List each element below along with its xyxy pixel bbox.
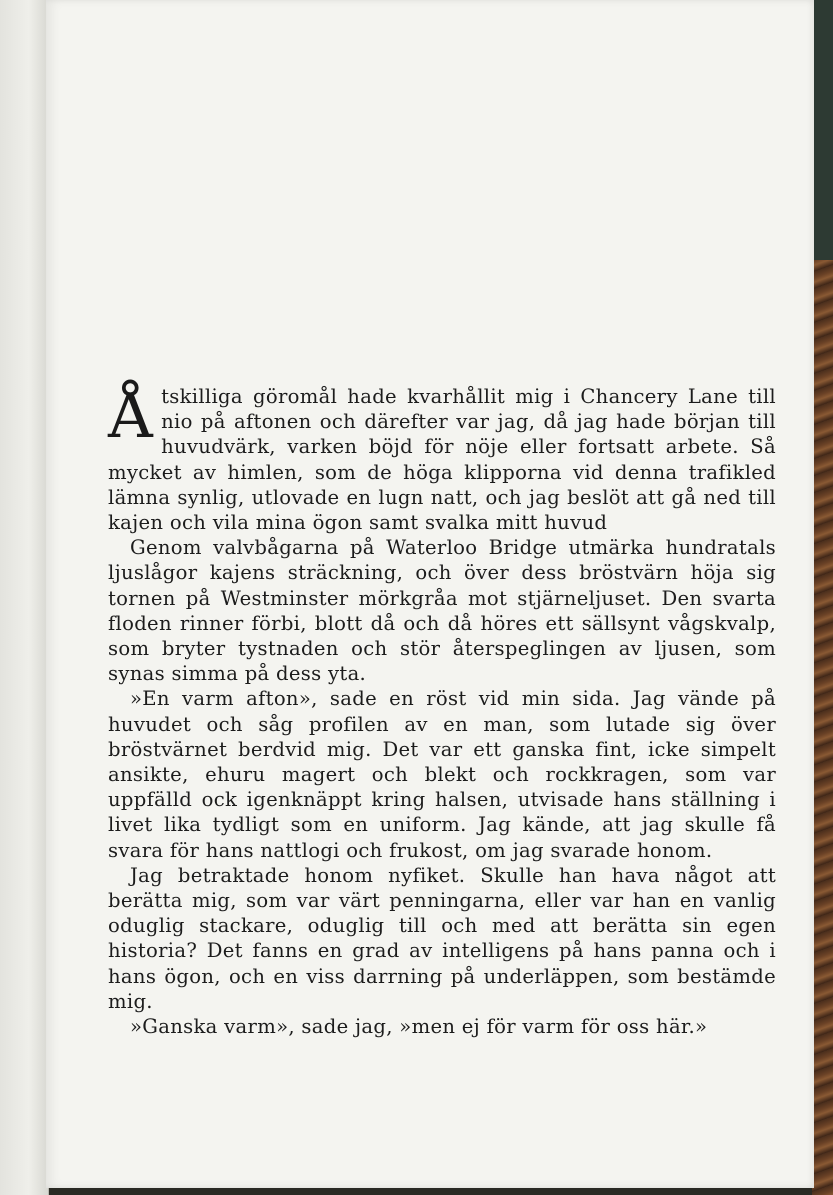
paragraph-1-text: tskilliga göromål hade kvarhållit mig i Chancery Lane till nio på aftonen och därefter var jag, då jag hade början till huvudvärk, varken böjd för nöje eller fortsatt arbete. Så mycket av himlen, som de höga klipporna vid denna trafikled lämna synlig, utlovade en lugn natt, och jag beslöt att gå ned till kajen och vila mina ögon samt svalka mitt huvud — [108, 385, 776, 535]
paragraph-4: Jag betraktade honom nyfiket. Skulle han hava något att berätta mig, som var värt penningarna, eller var han en vanlig oduglig stackare, oduglig till och med att berätta sin egen historia? Det fanns en grad av intelligens på hans panna och i hans ögon, och en viss darrning på underläppen, som bestämde mig. — [108, 863, 776, 1013]
book-page — [46, 0, 814, 1188]
drop-cap: Å — [108, 379, 154, 452]
book-cover-edge-top — [812, 0, 833, 260]
paragraph-1 — [108, 379, 776, 535]
left-page-edge — [0, 0, 49, 1195]
paragraph-5: »Ganska varm», sade jag, »men ej för varm för oss här.» — [130, 1015, 708, 1039]
paragraph-2: Genom valvbågarna på Waterloo Bridge utmärka hundratals ljuslågor kajens sträckning, och över dess bröstvärn höja sig tornen på Westminster mörkgråa mot stjärneljuset. Den svarta floden rinner förbi, blott då och då höres ett sällsynt vågskvalp, som bryter tystnaden och stör återspeglingen av ljusen, som synas simma på dess yta. — [108, 536, 776, 686]
paragraph-3: »En varm afton», sade en röst vid min sida. Jag vände på huvudet och såg profilen av en man, som lutade sig över bröstvärnet berdvid mig. Det var ett ganska fint, icke simpelt ansikte, ehuru magert och blekt och rockkragen, som var uppfälld ock igenknäppt kring halsen, utvisade hans ställning i livet lika tydligt som en uniform. Jag kände, att jag skulle få svara för hans nattlogi och frukost, om jag svarade honom. — [108, 687, 776, 862]
body-text — [108, 379, 776, 1039]
